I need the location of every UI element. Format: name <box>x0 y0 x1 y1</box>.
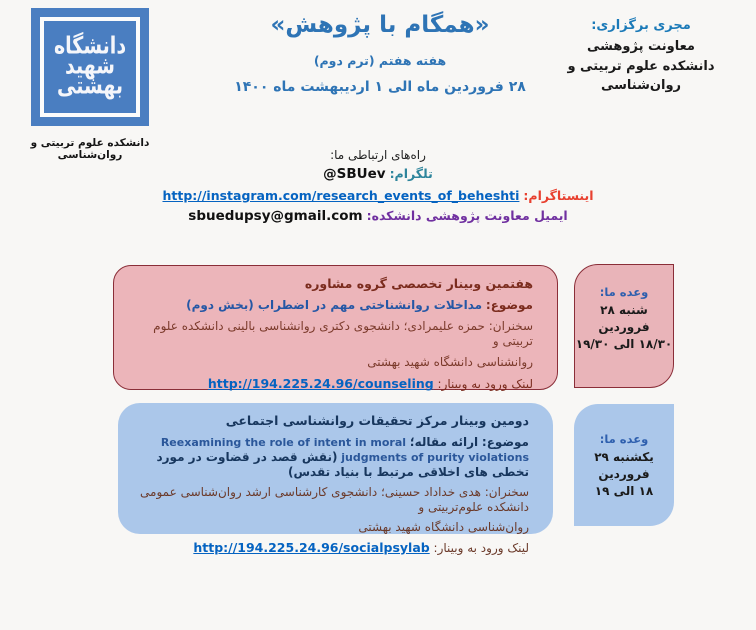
header-center <box>213 12 547 95</box>
logo-word-3: بهشتی <box>57 71 123 100</box>
event-title: «همگام با پژوهش» <box>270 12 490 38</box>
university-logo-icon <box>31 8 149 126</box>
email-label: ایمیل معاونت پژوهشی دانشکده: <box>366 208 568 224</box>
organizer-line-1: معاونت پژوهشی <box>587 39 695 54</box>
webinar2-speaker-line-2: روان‌شناسی دانشگاه شهید بهشتی <box>358 520 529 534</box>
webinar2-topic-english: Reexamining the role of intent in moral judgments of purity violations <box>160 436 529 464</box>
organizer-label: مجری برگزاری: <box>591 18 691 33</box>
webinar1-link-label: لینک ورود به وبینار: <box>437 377 533 391</box>
webinar2-link[interactable]: http://194.225.24.96/socialpsylab <box>193 540 430 555</box>
logo-word-2: شهید <box>65 52 115 80</box>
webinar1-topic-label: موضوع: <box>485 298 533 312</box>
webinar2-topic-label: موضوع: <box>481 435 529 449</box>
instagram-label: اینستاگرام: <box>523 187 594 203</box>
webinar2-topic-paragraph <box>134 435 529 480</box>
telegram-line <box>0 165 756 184</box>
webinar1-schedule-time: ۱۸/۳۰ الی ۱۹/۳۰ <box>575 337 673 351</box>
university-logo-calligraphy <box>40 17 140 117</box>
webinar-counseling-card <box>113 265 558 390</box>
event-date-range: ۲۸ فروردین ماه الی ۱ اردیبهشت ماه ۱۴۰۰ <box>234 79 526 95</box>
webinar-socialpsy-card <box>118 403 553 555</box>
university-logo-block <box>14 8 166 161</box>
webinar2-topic-prefix: ارائه مقاله؛ <box>409 435 479 449</box>
contact-block <box>0 148 756 229</box>
webinar2-speaker-line-1: سخنران: هدی خداداد حسینی؛ دانشجوی کارشناسی ارشد روان‌شناسی عمومی دانشکده علوم‌تربیتی و <box>140 485 529 514</box>
telegram-label: تلگرام: <box>389 166 433 181</box>
organizer-block <box>532 18 750 96</box>
faculty-caption: دانشکده علوم تربیتی و روان‌شناسی <box>30 137 150 161</box>
webinar1-schedule-label: وعده ما: <box>599 285 649 299</box>
webinar2-topic-persian: (نقش قصد در قضاوت در مورد تخطی های اخلاقی مرتبط با بنیاد تقدس) <box>156 450 529 479</box>
webinar2-schedule-label: وعده ما: <box>599 432 649 446</box>
contact-heading: راه‌های ارتباطی ما: <box>330 148 426 162</box>
webinar1-link[interactable]: http://194.225.24.96/counseling <box>207 376 434 391</box>
webinar2-schedule-time: ۱۸ الی ۱۹ <box>594 484 654 498</box>
email-address: sbuedupsy@gmail.com <box>188 208 363 225</box>
webinar1-speaker-line-2: روانشناسی دانشگاه شهید بهشتی <box>367 355 533 369</box>
instagram-link[interactable]: http://instagram.com/research_events_of_beheshti <box>162 187 520 203</box>
webinar2-link-line <box>134 540 529 556</box>
webinar1-topic-line <box>130 298 533 313</box>
logo-word-1: دانشگاه <box>53 32 127 60</box>
webinar1-topic: مداخلات روانشناختی مهم در اضطراب (بخش دوم) <box>186 298 483 312</box>
webinar2-title: دومین وبینار مرکز تحقیقات روانشناسی اجتماعی <box>225 413 529 428</box>
instagram-line <box>0 187 756 205</box>
webinar2-schedule-day: یکشنبه ۲۹ فروردین <box>594 450 654 481</box>
webinar1-schedule-day: شنبه ۲۸ فروردین <box>598 303 650 334</box>
webinar1-link-line <box>130 376 533 392</box>
webinar1-speaker-line-1: سخنران: حمزه علیمرادی؛ دانشجوی دکتری روانشناسی بالینی دانشکده علوم تربیتی و <box>153 319 533 348</box>
telegram-handle: @SBUev <box>323 166 386 182</box>
email-line <box>0 207 756 226</box>
organizer-line-2: دانشکده علوم تربیتی و روان‌شناسی <box>567 58 715 93</box>
webinar2-schedule-box <box>574 404 674 526</box>
webinar1-schedule-box <box>574 264 674 388</box>
event-week-subtitle: هفته هفتم (ترم دوم) <box>313 53 447 68</box>
webinar2-link-label: لینک ورود به وبینار: <box>433 541 529 555</box>
webinar1-title: هفتمین وبینار تخصصی گروه مشاوره <box>304 276 533 291</box>
